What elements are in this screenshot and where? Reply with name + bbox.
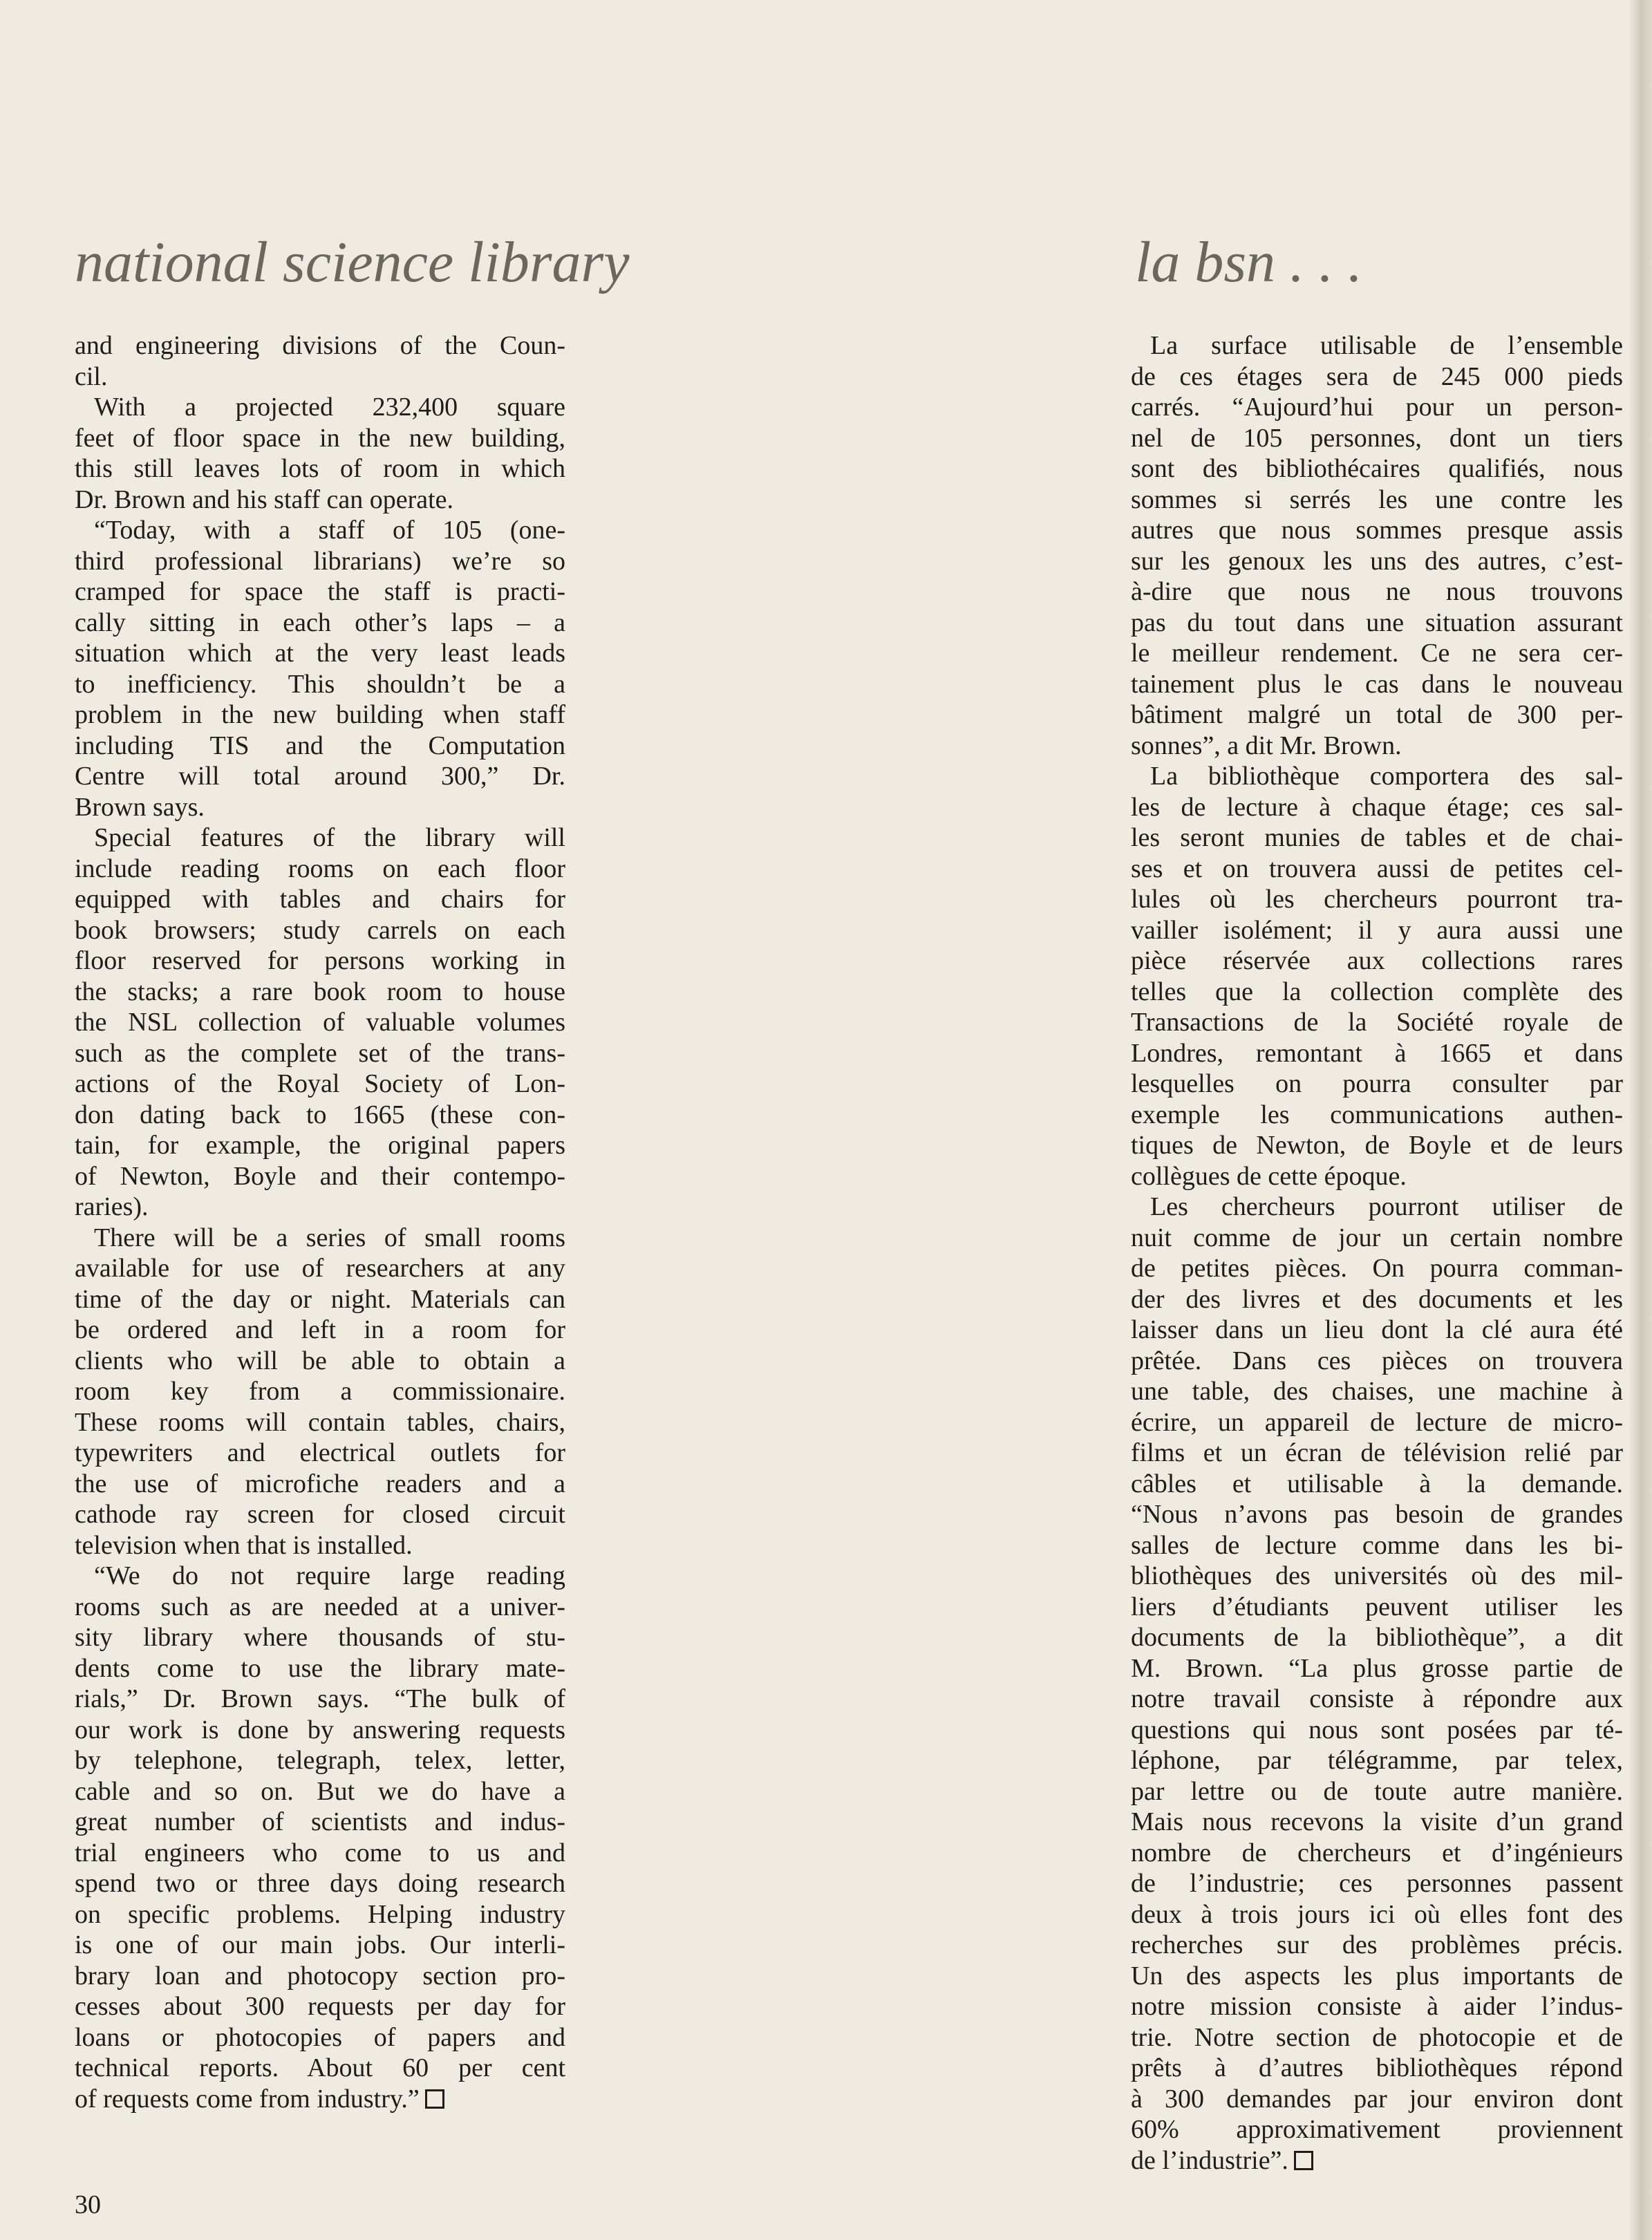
text-line-content: include reading rooms on each floor	[75, 854, 565, 883]
text-line	[1131, 453, 1623, 484]
text-line-content: par lettre ou de toute autre manière.	[1131, 1776, 1623, 1806]
text-line	[1131, 854, 1623, 885]
text-line-content: La bibliothèque comportera des sal-	[1150, 762, 1623, 791]
text-line-content: cable and so on. But we do have a	[75, 1776, 565, 1806]
text-line	[75, 1315, 565, 1346]
text-line	[75, 1776, 565, 1807]
text-line-content: situation which at the very least leads	[75, 639, 565, 668]
text-line	[1131, 1407, 1623, 1438]
text-line-content: “We do not require large reading	[94, 1561, 565, 1590]
text-line	[1131, 1745, 1623, 1776]
text-line-content: questions qui nous sont posées par té-	[1131, 1715, 1623, 1744]
text-line	[1131, 1007, 1623, 1038]
text-line	[1131, 1899, 1623, 1930]
text-line-content: There will be a series of small rooms	[94, 1223, 565, 1252]
text-line	[75, 1038, 565, 1069]
text-line-content: the stacks; a rare book room to house	[75, 977, 565, 1006]
text-line-content: by telephone, telegraph, telex, letter,	[75, 1746, 565, 1775]
text-line-content: room key from a commissionaire.	[75, 1377, 565, 1406]
text-line-content: spend two or three days doing research	[75, 1869, 565, 1898]
text-line-content: “Nous n’avons pas besoin de grandes	[1131, 1500, 1623, 1529]
text-line	[75, 1838, 565, 1869]
text-line-content: available for use of researchers at any	[75, 1254, 565, 1283]
text-line-content: autres que nous sommes presque assis	[1131, 516, 1623, 545]
text-line	[75, 1069, 565, 1100]
text-line-content: Londres, remontant à 1665 et dans	[1131, 1038, 1623, 1068]
text-line-content: tain, for example, the original papers	[75, 1131, 565, 1160]
text-line-content: pas du tout dans une situation assurant	[1131, 608, 1623, 637]
text-line-content: deux à trois jours ici où elles font des	[1131, 1899, 1623, 1929]
text-line-content: don dating back to 1665 (these con-	[75, 1100, 565, 1129]
text-line	[75, 423, 565, 454]
english-article-column	[75, 330, 565, 2114]
text-line	[75, 1530, 565, 1561]
text-line-content: on specific problems. Helping industry	[75, 1899, 565, 1929]
text-line	[1131, 1438, 1623, 1469]
text-line-content: this still leaves lots of room in which	[75, 454, 565, 483]
text-line	[75, 2084, 565, 2115]
text-line	[75, 1469, 565, 1500]
text-line-content: salles de lecture comme dans les bi-	[1131, 1530, 1623, 1560]
text-line	[75, 638, 565, 669]
text-line-content: ses et on trouvera aussi de petites cel-	[1131, 854, 1623, 883]
text-line	[1131, 945, 1623, 977]
text-line	[75, 576, 565, 608]
text-line	[1131, 1807, 1623, 1838]
text-line	[1131, 2022, 1623, 2053]
text-line	[1131, 761, 1623, 792]
text-line-content: sonnes”, a dit Mr. Brown.	[1131, 731, 1402, 760]
text-line	[75, 1561, 565, 1592]
text-line	[75, 1930, 565, 1961]
text-line	[75, 1961, 565, 1992]
text-line	[75, 884, 565, 915]
text-line-content: exemple les communications authen-	[1131, 1100, 1623, 1129]
text-line	[75, 1745, 565, 1776]
text-line	[75, 453, 565, 484]
text-line-content: de ces étages sera de 245 000 pieds	[1131, 361, 1623, 391]
text-line-content: typewriters and electrical outlets for	[75, 1438, 565, 1467]
french-article-column	[1131, 330, 1623, 2176]
text-line-content: lules où les chercheurs pourront tra-	[1131, 885, 1623, 914]
text-line	[1131, 1930, 1623, 1961]
text-line-content: le meilleur rendement. Ce ne sera cer-	[1131, 639, 1623, 668]
text-line-content: sity library where thousands of stu-	[75, 1623, 565, 1652]
text-line-content: M. Brown. “La plus grosse partie de	[1131, 1653, 1623, 1683]
text-line-content: feet of floor space in the new building,	[75, 423, 565, 453]
text-line-content: and engineering divisions of the Coun-	[75, 331, 565, 360]
text-line	[1131, 1530, 1623, 1561]
text-line-content: carrés. “Aujourd’hui pour un person-	[1131, 393, 1623, 422]
text-line	[1131, 1868, 1623, 1899]
text-line	[1131, 669, 1623, 700]
text-line	[75, 731, 565, 762]
text-line-content: is one of our main jobs. Our interli-	[75, 1930, 565, 1959]
text-line	[1131, 484, 1623, 516]
text-line-content: notre travail consiste à répondre aux	[1131, 1684, 1623, 1713]
text-line-content: 60% approximativement proviennent	[1131, 2115, 1623, 2144]
text-line-content: les de lecture à chaque étage; ces sal-	[1131, 792, 1623, 822]
text-line-content: Centre will total around 300,” Dr.	[75, 762, 565, 791]
text-line	[1131, 1684, 1623, 1715]
text-line	[75, 330, 565, 361]
text-line	[75, 1592, 565, 1623]
text-line-content: of requests come from industry.”	[75, 2084, 420, 2114]
text-line-content: Les chercheurs pourront utiliser de	[1150, 1192, 1623, 1221]
text-line	[75, 1376, 565, 1407]
text-line	[75, 1192, 565, 1223]
text-line	[75, 2022, 565, 2053]
text-line	[1131, 1253, 1623, 1284]
text-line	[1131, 1130, 1623, 1161]
text-line	[75, 854, 565, 885]
text-line	[75, 1868, 565, 1899]
text-line-content: Un des aspects les plus importants de	[1131, 1961, 1623, 1990]
text-line-content: cesses about 300 requests per day for	[75, 1992, 565, 2021]
text-line-content: the NSL collection of valuable volumes	[75, 1008, 565, 1037]
text-line	[75, 1161, 565, 1192]
text-line	[1131, 2114, 1623, 2145]
text-line	[1131, 1346, 1623, 1377]
heading-english: national science library	[75, 230, 630, 294]
text-line-content: une table, des chaises, une machine à	[1131, 1377, 1623, 1406]
text-line-content: With a projected 232,400 square	[94, 393, 565, 422]
text-line-content: great number of scientists and indus-	[75, 1807, 565, 1836]
text-line	[75, 761, 565, 792]
text-line-content: cathode ray screen for closed circuit	[75, 1500, 565, 1529]
text-line-content: equipped with tables and chairs for	[75, 885, 565, 914]
text-line	[1131, 608, 1623, 639]
text-line-content: Dr. Brown and his staff can operate.	[75, 484, 454, 514]
text-line	[75, 1653, 565, 1684]
text-line-content: vailler isolément; il y aura aussi une	[1131, 915, 1623, 945]
text-line	[75, 1007, 565, 1038]
text-line	[75, 669, 565, 700]
text-line	[1131, 792, 1623, 823]
text-line	[75, 792, 565, 823]
text-line-content: der des livres et des documents et les	[1131, 1284, 1623, 1314]
text-line	[75, 1991, 565, 2022]
text-line	[75, 945, 565, 977]
text-line	[75, 1715, 565, 1746]
text-line-content: Mais nous recevons la visite d’un grand	[1131, 1807, 1623, 1836]
text-line	[75, 1407, 565, 1438]
text-line	[1131, 1161, 1623, 1192]
text-line-content: raries).	[75, 1192, 149, 1221]
page-edge-shadow	[1628, 0, 1652, 2240]
text-line-content: telles que la collection complète des	[1131, 977, 1623, 1006]
text-line-content: Transactions de la Société royale de	[1131, 1008, 1623, 1037]
text-line	[1131, 977, 1623, 1008]
text-line	[1131, 1038, 1623, 1069]
text-line-content: liers d’étudiants peuvent utiliser les	[1131, 1592, 1623, 1621]
text-line	[75, 1100, 565, 1131]
text-line-content: problem in the new building when staff	[75, 700, 565, 729]
text-line	[75, 484, 565, 516]
text-line	[75, 1899, 565, 1930]
text-line	[75, 699, 565, 731]
text-line-content: dents come to use the library mate-	[75, 1653, 565, 1683]
text-line-content: documents de la bibliothèque”, a dit	[1131, 1623, 1623, 1652]
text-line	[75, 915, 565, 946]
text-line-content: technical reports. About 60 per cent	[75, 2053, 565, 2082]
text-line-content: rials,” Dr. Brown says. “The bulk of	[75, 1684, 565, 1713]
text-line-content: léphone, par télégramme, par telex,	[1131, 1746, 1623, 1775]
text-line-content: de l’industrie”.	[1131, 2145, 1288, 2175]
text-line-content: notre mission consiste à aider l’indus-	[1131, 1992, 1623, 2021]
text-line	[75, 1130, 565, 1161]
text-line	[75, 392, 565, 423]
text-line-content: trie. Notre section de photocopie et de	[1131, 2022, 1623, 2052]
text-line	[75, 1284, 565, 1315]
text-line-content: écrire, un appareil de lecture de micro-	[1131, 1407, 1623, 1437]
text-line	[75, 1622, 565, 1653]
text-line	[1131, 1100, 1623, 1131]
text-line	[1131, 638, 1623, 669]
text-line-content: bliothèques des universités où des mil-	[1131, 1561, 1623, 1590]
text-line-content: cil.	[75, 361, 108, 391]
text-line-content: collègues de cette époque.	[1131, 1161, 1407, 1191]
text-line-content: à-dire que nous ne nous trouvons	[1131, 577, 1623, 606]
text-line-content: rooms such as are needed at a univer-	[75, 1592, 565, 1621]
text-line-content: bâtiment malgré un total de 300 per-	[1131, 700, 1623, 729]
end-of-article-box-icon	[1294, 2151, 1313, 2170]
text-line	[1131, 1653, 1623, 1684]
text-line-content: laisser dans un lieu dont la clé aura été	[1131, 1315, 1623, 1344]
text-line-content: à 300 demandes par jour environ dont	[1131, 2084, 1623, 2114]
text-line-content: “Today, with a staff of 105 (one-	[94, 516, 565, 545]
text-line	[75, 977, 565, 1008]
text-line-content: actions of the Royal Society of Lon-	[75, 1069, 565, 1098]
text-line-content: be ordered and left in a room for	[75, 1315, 565, 1344]
text-line-content: clients who will be able to obtain a	[75, 1346, 565, 1375]
text-line-content: films et un écran de télévision relié par	[1131, 1438, 1623, 1467]
text-line	[1131, 576, 1623, 608]
text-line	[1131, 1592, 1623, 1623]
text-line	[75, 546, 565, 577]
text-line-content: prêts à d’autres bibliothèques répond	[1131, 2053, 1623, 2082]
text-line	[1131, 1315, 1623, 1346]
text-line	[75, 1253, 565, 1284]
text-line-content: sur les genoux les uns des autres, c’est-	[1131, 546, 1623, 576]
text-line	[75, 1499, 565, 1530]
text-line-content: brary loan and photocopy section pro-	[75, 1961, 565, 1990]
text-line-content: tiques de Newton, de Boyle et de leurs	[1131, 1131, 1623, 1160]
text-line	[1131, 1838, 1623, 1869]
heading-french: la bsn . . .	[1135, 230, 1363, 294]
text-line	[1131, 915, 1623, 946]
text-line-content: Brown says.	[75, 792, 205, 822]
text-line-content: prêtée. Dans ces pièces on trouvera	[1131, 1346, 1623, 1375]
text-line	[1131, 1284, 1623, 1315]
text-line	[1131, 822, 1623, 854]
text-line	[1131, 2053, 1623, 2084]
text-line-content: television when that is installed.	[75, 1530, 413, 1560]
text-line	[1131, 2145, 1623, 2176]
text-line	[75, 1223, 565, 1254]
text-line-content: tainement plus le cas dans le nouveau	[1131, 669, 1623, 699]
text-line	[1131, 699, 1623, 731]
text-line	[1131, 1069, 1623, 1100]
text-line	[75, 822, 565, 854]
text-line	[1131, 2084, 1623, 2115]
text-line	[75, 2053, 565, 2084]
page-number: 30	[75, 2190, 101, 2219]
text-line-content: nuit comme de jour un certain nombre	[1131, 1223, 1623, 1252]
text-line-content: nel de 105 personnes, dont un tiers	[1131, 423, 1623, 453]
text-line-content: These rooms will contain tables, chairs,	[75, 1407, 565, 1437]
text-line-content: sommes si serrés les une contre les	[1131, 484, 1623, 514]
text-line-content: to inefficiency. This shouldn’t be a	[75, 669, 565, 699]
text-line	[75, 1684, 565, 1715]
text-line-content: La surface utilisable de l’ensemble	[1150, 331, 1623, 360]
text-line-content: nombre de chercheurs et d’ingénieurs	[1131, 1838, 1623, 1867]
text-line-content: les seront munies de tables et de chai-	[1131, 823, 1623, 852]
text-line	[75, 608, 565, 639]
text-line-content: such as the complete set of the trans-	[75, 1038, 565, 1068]
text-line-content: time of the day or night. Materials can	[75, 1284, 565, 1314]
text-line-content: de l’industrie; ces personnes passent	[1131, 1869, 1623, 1898]
text-line-content: pièce réservée aux collections rares	[1131, 946, 1623, 975]
text-line-content: floor reserved for persons working in	[75, 946, 565, 975]
text-line-content: lesquelles on pourra consulter par	[1131, 1069, 1623, 1098]
text-line-content: câbles et utilisable à la demande.	[1131, 1469, 1623, 1498]
text-line	[75, 361, 565, 393]
text-line	[1131, 1961, 1623, 1992]
text-line	[1131, 546, 1623, 577]
text-line-content: including TIS and the Computation	[75, 731, 565, 760]
text-line-content: book browsers; study carrels on each	[75, 915, 565, 945]
text-line	[1131, 515, 1623, 546]
text-line	[75, 1438, 565, 1469]
text-line	[1131, 330, 1623, 361]
text-line-content: our work is done by answering requests	[75, 1715, 565, 1744]
text-line-content: the use of microfiche readers and a	[75, 1469, 565, 1498]
text-line	[75, 515, 565, 546]
text-line	[1131, 423, 1623, 454]
text-line	[1131, 392, 1623, 423]
text-line-content: of Newton, Boyle and their contempo-	[75, 1161, 565, 1191]
text-line-content: sont des bibliothécaires qualifiés, nous	[1131, 454, 1623, 483]
text-line	[1131, 731, 1623, 762]
end-of-article-box-icon	[425, 2089, 444, 2109]
text-line	[1131, 1192, 1623, 1223]
text-line-content: loans or photocopies of papers and	[75, 2022, 565, 2052]
text-line	[75, 1346, 565, 1377]
text-line-content: cally sitting in each other’s laps – a	[75, 608, 565, 637]
text-line-content: third professional librarians) we’re so	[75, 546, 565, 576]
text-line-content: trial engineers who come to us and	[75, 1838, 565, 1867]
text-line	[1131, 1715, 1623, 1746]
text-line-content: de petites pièces. On pourra comman-	[1131, 1254, 1623, 1283]
text-line	[1131, 1469, 1623, 1500]
text-line	[1131, 1776, 1623, 1807]
text-line-content: recherches sur des problèmes précis.	[1131, 1930, 1623, 1959]
text-line	[1131, 1561, 1623, 1592]
text-line	[1131, 884, 1623, 915]
text-line	[1131, 1376, 1623, 1407]
text-line	[75, 1807, 565, 1838]
text-line	[1131, 1622, 1623, 1653]
text-line-content: Special features of the library will	[94, 823, 565, 852]
text-line	[1131, 1499, 1623, 1530]
text-line-content: cramped for space the staff is practi-	[75, 577, 565, 606]
text-line	[1131, 1991, 1623, 2022]
text-line	[1131, 361, 1623, 393]
text-line	[1131, 1223, 1623, 1254]
